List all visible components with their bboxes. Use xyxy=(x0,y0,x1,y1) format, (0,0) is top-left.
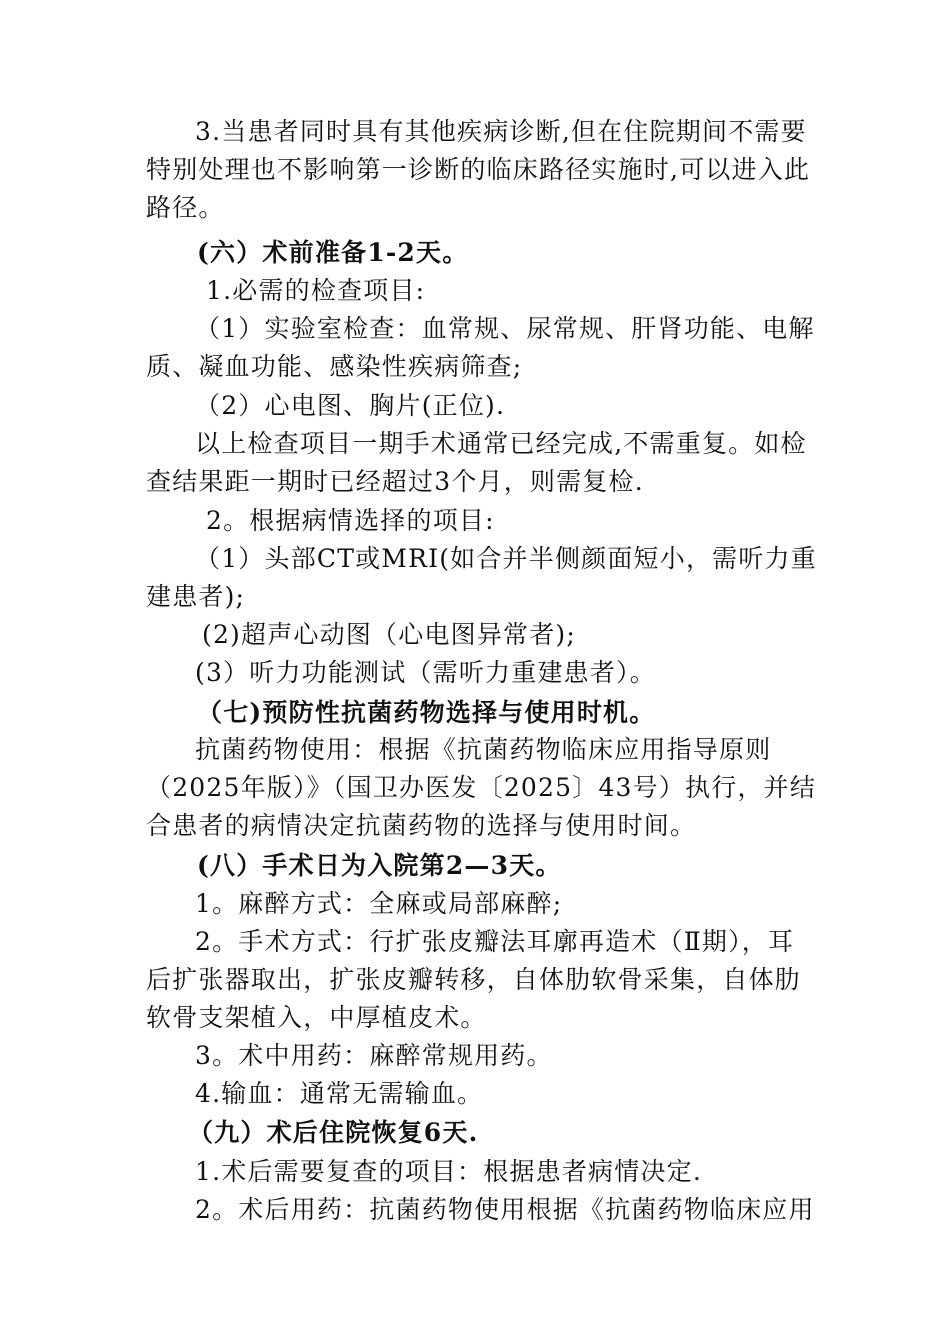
paragraph-line: 软骨支架植入，中厚植皮术。 xyxy=(146,1003,487,1032)
paragraph-line: 特别处理也不影响第一诊断的临床路径实施时,可以进入此 xyxy=(146,155,811,184)
section-heading: （九）术后住院恢复6天. xyxy=(188,1118,479,1147)
paragraph-line: 抗菌药物使用：根据《抗菌药物临床应用指导原则 xyxy=(195,735,772,764)
list-item: 2。根据病情选择的项目: xyxy=(206,506,495,535)
list-item: 2。手术方式：行扩张皮瓣法耳廓再造术（Ⅱ期），耳 xyxy=(195,927,795,956)
paragraph-line: 合患者的病情决定抗菌药物的选择与使用时间。 xyxy=(146,811,697,840)
paragraph-line: 路径。 xyxy=(146,193,225,222)
paragraph-line: 3.当患者同时具有其他疾病诊断,但在住院期间不需要 xyxy=(195,117,807,146)
list-item: 1.术后需要复查的项目：根据患者病情决定. xyxy=(195,1157,703,1186)
list-item: （1）头部CT或MRI(如合并半侧颜面短小，需听力重 xyxy=(195,544,817,573)
paragraph-line: 质、凝血功能、感染性疾病筛查; xyxy=(146,352,523,381)
list-item: 4.输血：通常无需输血。 xyxy=(195,1079,484,1108)
paragraph-line: 后扩张器取出，扩张皮瓣转移，自体肋软骨采集，自体肋 xyxy=(146,965,802,994)
list-item: （1）实验室检查：血常规、尿常规、肝肾功能、电解 xyxy=(195,314,815,343)
list-item: 1。麻醉方式：全麻或局部麻醉; xyxy=(195,889,563,918)
list-item: (3）听力功能测试（需听力重建患者）。 xyxy=(195,658,656,687)
section-heading: (六）术前准备1-2天。 xyxy=(197,238,469,267)
paragraph-line: （2025年版）》（国卫办医发〔2025〕43号）执行，并结 xyxy=(146,773,817,802)
paragraph-line: 以上检查项目一期手术通常已经完成,不需重复。如检 xyxy=(195,429,807,458)
section-heading: （七)预防性抗菌药物选择与使用时机。 xyxy=(197,698,656,727)
paragraph-line: 查结果距一期时已经超过3个月，则需复检. xyxy=(146,467,644,496)
list-item: （2）心电图、胸片(正位). xyxy=(195,391,506,420)
list-item: 1.必需的检查项目: xyxy=(206,276,426,305)
list-item: 3。术中用药：麻醉常规用药。 xyxy=(195,1041,553,1070)
paragraph-line: 建患者); xyxy=(146,582,246,611)
list-item: 2。术后用药：抗菌药物使用根据《抗菌药物临床应用 xyxy=(195,1195,815,1224)
list-item: (2)超声心动图（心电图异常者); xyxy=(202,620,576,649)
section-heading: (八）手术日为入院第2—3天。 xyxy=(197,851,562,880)
